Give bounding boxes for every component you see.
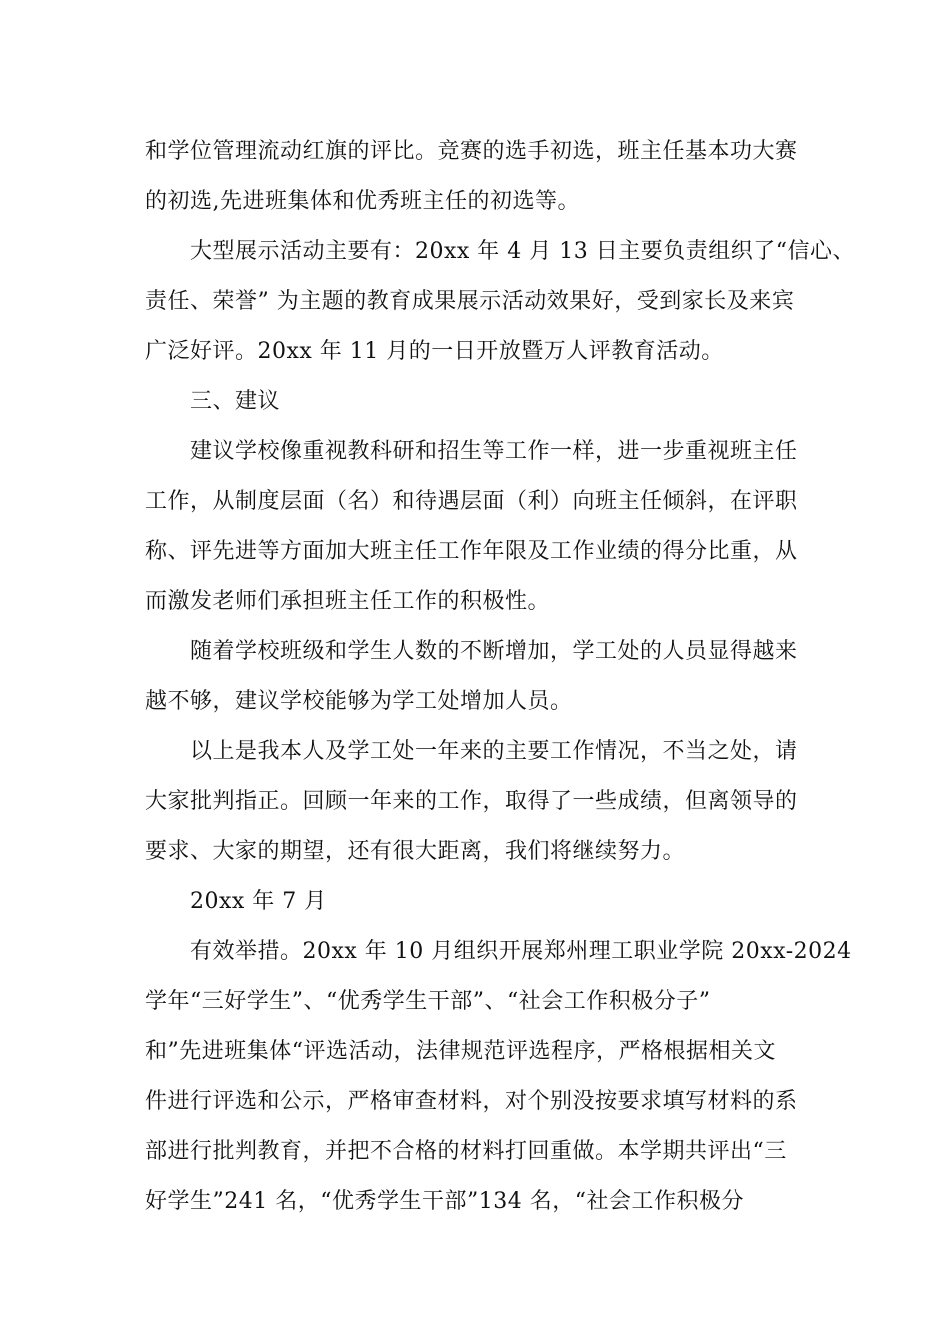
text-line: 部进行批判教育，并把不合格的材料打回重做。本学期共评出“三 (145, 1139, 787, 1164)
text-line: 和”先进班集体“评选活动，法律规范评选程序，严格根据相关文 (145, 1039, 776, 1064)
text-line: 随着学校班级和学生人数的不断增加，学工处的人员显得越来 (190, 639, 798, 664)
text-line: 建议学校像重视教科研和招生等工作一样，进一步重视班主任 (190, 439, 798, 464)
text-line: 大型展示活动主要有：20xx 年 4 月 13 日主要负责组织了“信心、 (190, 239, 856, 264)
text-line: 的初选,先进班集体和优秀班主任的初选等。 (145, 189, 580, 214)
text-line: 称、评先进等方面加大班主任工作年限及工作业绩的得分比重，从 (145, 539, 798, 564)
text-line: 大家批判指正。回顾一年来的工作，取得了一些成绩，但离领导的 (145, 789, 798, 814)
text-line: 好学生”241 名，“优秀学生干部”134 名，“社会工作积极分 (145, 1189, 744, 1214)
text-line: 和学位管理流动红旗的评比。竞赛的选手初选，班主任基本功大赛 (145, 139, 798, 164)
section-heading: 三、建议 (190, 389, 281, 414)
text-line: 工作，从制度层面（名）和待遇层面（利）向班主任倾斜，在评职 (145, 489, 798, 514)
text-line: 要求、大家的期望，还有很大距离，我们将继续努力。 (145, 839, 686, 864)
text-line: 越不够，建议学校能够为学工处增加人员。 (145, 689, 573, 714)
text-line: 有效举措。20xx 年 10 月组织开展郑州理工职业学院 20xx-2024 (190, 939, 852, 964)
text-line: 而激发老师们承担班主任工作的积极性。 (145, 589, 551, 614)
text-line: 学年“三好学生”、“优秀学生干部”、“社会工作积极分子” (145, 989, 711, 1014)
text-line: 以上是我本人及学工处一年来的主要工作情况，不当之处，请 (190, 739, 798, 764)
date-line: 20xx 年 7 月 (190, 889, 327, 914)
text-line: 件进行评选和公示，严格审查材料，对个别没按要求填写材料的系 (145, 1089, 798, 1114)
text-line: 责任、荣誉” 为主题的教育成果展示活动效果好，受到家长及来宾 (145, 289, 795, 314)
text-line: 广泛好评。20xx 年 11 月的一日开放暨万人评教育活动。 (145, 339, 724, 364)
